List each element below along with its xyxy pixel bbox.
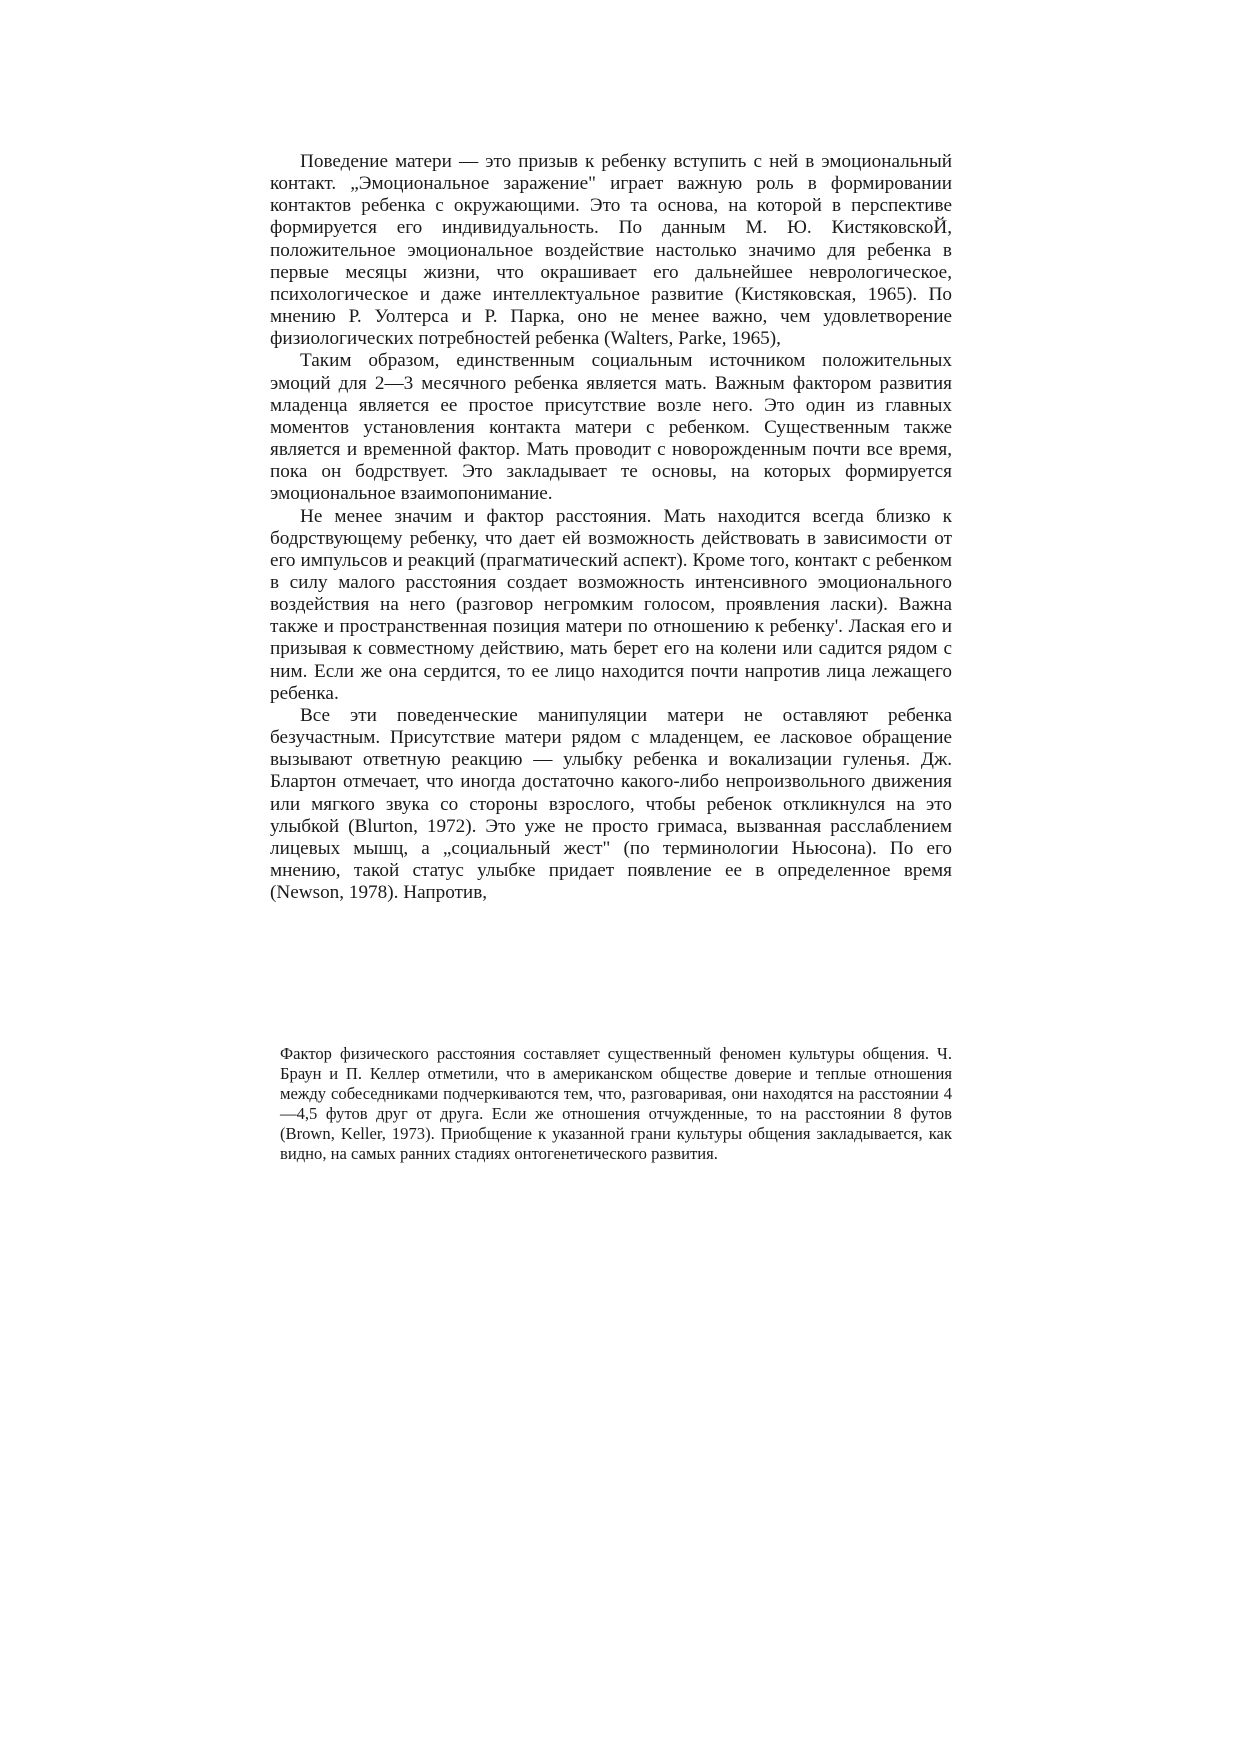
main-text-block (270, 151, 952, 904)
footnote-block (280, 1044, 952, 1165)
paragraph-3: Не менее значим и фактор расстояния. Мать находится всегда близко к бодрствующему ребенку, что дает ей возможность действовать в зависимости от его импульсов и реакций (прагматический аспект). Кроме того, контакт с ребенком в силу малого расстояния создает возможность интенсивного эмоционального воздействия на него (разговор негромким голосом, проявления ласки). Важна также и пространственная позиция матери по отношению к ребенку'. Лаская его и призывая к совместному действию, мать берет его на колени или садится рядом с ним. Если же она сердится, то ее лицо находится почти напротив лица лежащего ребенка. (270, 505, 952, 704)
paragraph-4: Все эти поведенческие манипуляции матери не оставляют ребенка безучастным. Присутствие матери рядом с младенцем, ее ласковое обращение вызывают ответную реакцию — улыбку ребенка и вокализации гуленья. Дж. Блартон отмечает, что иногда достаточно какого-либо непроизвольного движения или мягкого звука со стороны взрослого, чтобы ребенок откликнулся на это улыбкой (Blurton, 1972). Это уже не просто гримаса, вызванная расслаблением лицевых мышц, а „социальный жест" (по терминологии Ньюсона). По его мнению, такой статус улыбке придает появление ее в определенное время (Newson, 1978). Напротив, (270, 704, 952, 904)
paragraph-1: Поведение матери — это призыв к ребенку вступить с ней в эмоциональный контакт. „Эмоциональное заражение" играет важную роль в формировании контактов ребенка с окружающими. Это та основа, на которой в перспективе формируется его индивидуальность. По данным М. Ю. КистяковскоЙ, положительное эмоциональное воздействие настолько значимо для ребенка в первые месяцы жизни, что окрашивает его дальнейшее неврологическое, психологическое и даже интеллектуальное развитие (Кистяковская, 1965). По мнению Р. Уолтерса и Р. Парка, оно не менее важно, чем удовлетворение физиологических потребностей ребенка (Walters, Parke, 1965), (270, 151, 952, 350)
paragraph-2: Таким образом, единственным социальным источником положительных эмоций для 2—3 месячного ребенка является мать. Важным фактором развития младенца является ее простое присутствие возле него. Это один из главных моментов установления контакта матери с ребенком. Существенным также является и временной фактор. Мать проводит с новорожденным почти все время, пока он бодрствует. Это закладывает те основы, на которых формируется эмоциональное взаимопонимание. (270, 350, 952, 505)
footnote-text: Фактор физического расстояния составляет существенный феномен культуры общения. Ч. Браун и П. Келлер отметили, что в американском обществе доверие и теплые отношения между собеседниками подчеркиваются тем, что, разговаривая, они находятся на расстоянии 4—4,5 футов друг от друга. Если же отношения отчужденные, то на расстоянии 8 футов (Brown, Keller, 1973). Приобщение к указанной грани культуры общения закладывается, как видно, на самых ранних стадиях онтогенетического развития. (280, 1044, 952, 1164)
